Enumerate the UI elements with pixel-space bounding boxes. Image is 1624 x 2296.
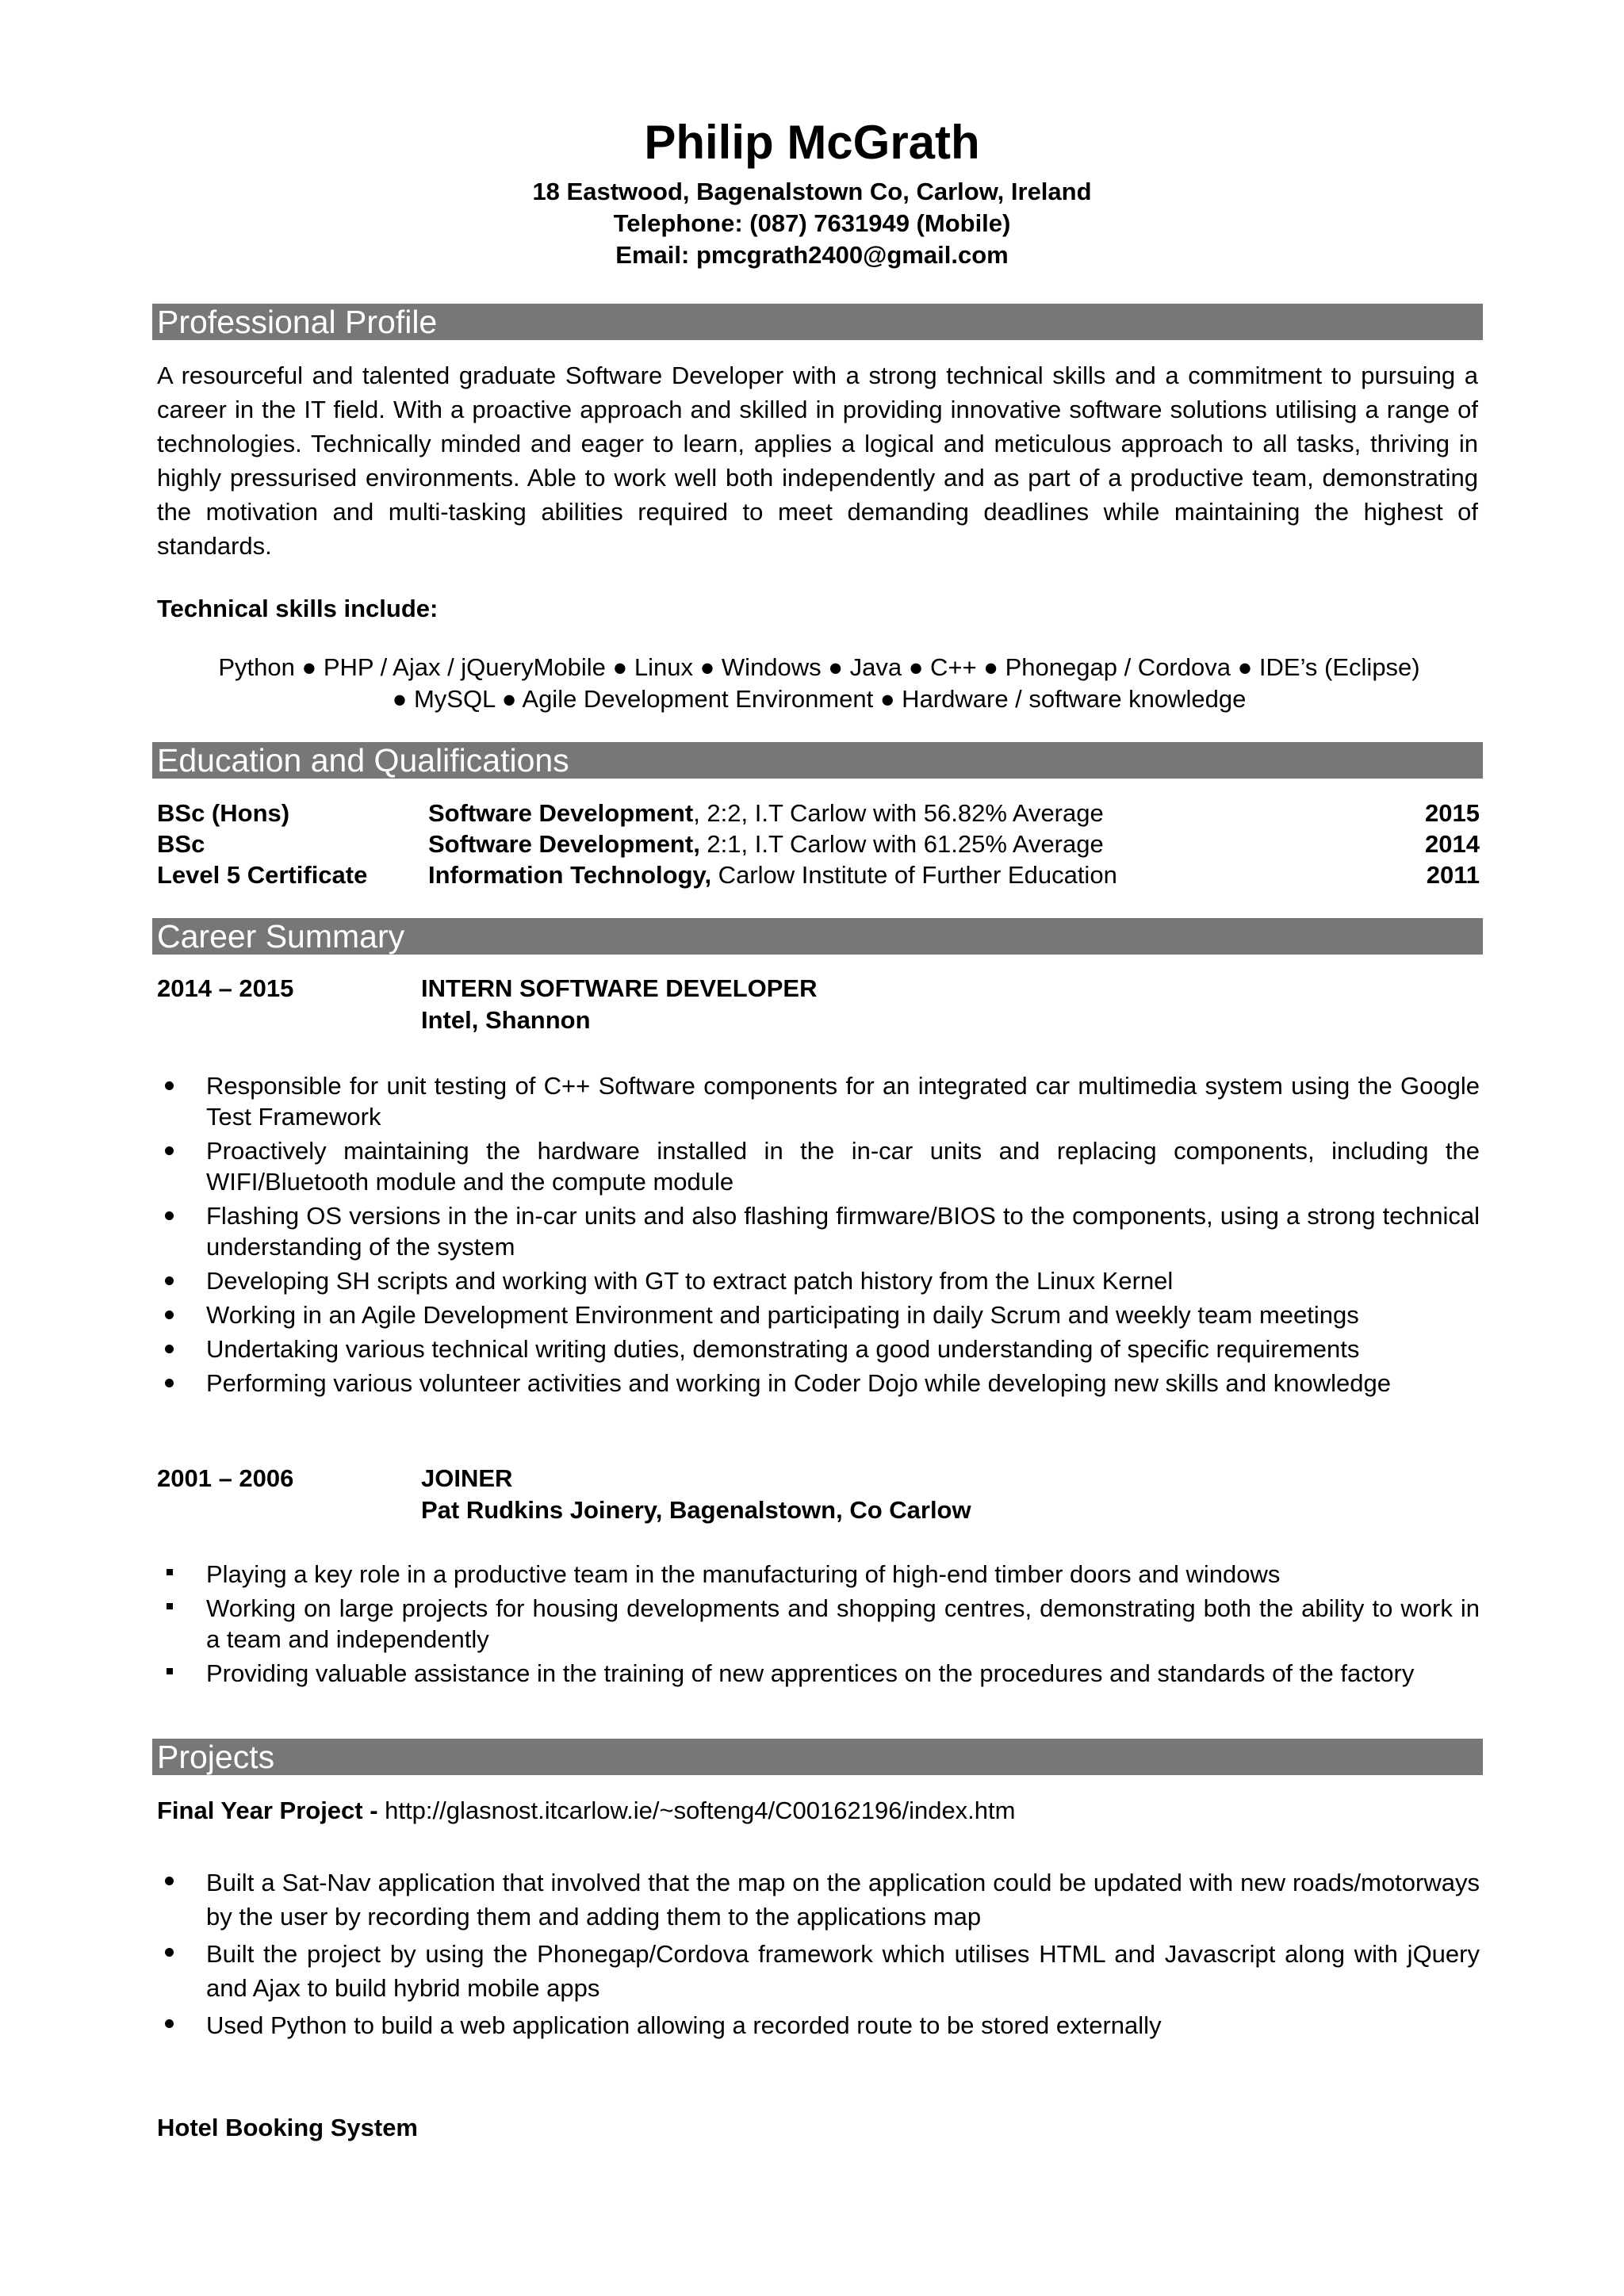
section-heading-career: Career Summary (152, 918, 1483, 955)
course-detail: 2:1, I.T Carlow with 61.25% Average (699, 830, 1104, 858)
project-label: Final Year Project - (157, 1797, 378, 1824)
candidate-name: Philip McGrath (644, 116, 980, 169)
course-detail: , 2:2, I.T Carlow with 56.82% Average (693, 799, 1104, 827)
project-url: http://glasnost.itcarlow.ie/~softeng4/C00162196/index.htm (377, 1797, 1016, 1824)
list-item: Playing a key role in a productive team in the manufacturing of high-end timber doors and windows (206, 1560, 1281, 1588)
hotel-project-title: Hotel Booking System (157, 2114, 418, 2141)
list-item: Responsible for unit testing of C++ Software components for an integrated car multimedia system using the Google Test Framework (206, 1072, 1480, 1131)
section-heading-projects: Projects (152, 1739, 1483, 1775)
final-year-project-title (157, 1795, 1015, 1827)
section-heading-profile: Professional Profile (152, 304, 1483, 340)
graduation-year: 2011 (1426, 861, 1480, 889)
list-item: Undertaking various technical writing duties, demonstrating a good understanding of specific requirements (206, 1335, 1360, 1363)
list-item: Built the project by using the Phonegap/Cordova framework which utilises HTML and Javascript along with jQuery and Ajax to build hybrid mobile apps (206, 1940, 1480, 2002)
email: Email: pmcgrath2400@gmail.com (615, 241, 1009, 269)
education-row (157, 828, 1480, 859)
education-row (157, 798, 1480, 828)
section-heading-education: Education and Qualifications (152, 742, 1483, 779)
list-item: Built a Sat-Nav application that involved that the map on the application could be updated with new roads/motorways by the user by recording them and adding them to the applications map (206, 1869, 1480, 1931)
list-item: Working on large projects for housing developments and shopping centres, demonstrating both the ability to work in a team and independently (206, 1594, 1480, 1653)
job-bullets-intel (157, 1070, 1480, 1402)
degree: Level 5 Certificate (157, 861, 368, 889)
course-subject: Information Technology, (428, 861, 712, 889)
course-subject: Software Development, (428, 830, 700, 858)
skills-line-2: ● MySQL ● Agile Development Environment ● Hardware / software knowledge (392, 685, 1247, 713)
course-description (428, 798, 1104, 828)
project-bullets (157, 1866, 1480, 2045)
list-item: Proactively maintaining the hardware installed in the in-car units and replacing components, including the WIFI/Bluetooth module and the compute module (206, 1137, 1480, 1196)
resume-header (0, 109, 1624, 271)
course-description (428, 859, 1117, 890)
list-item: Flashing OS versions in the in-car units and also flashing firmware/BIOS to the components, using a strong technical understanding of the system (206, 1202, 1480, 1261)
list-item: Working in an Agile Development Environment and participating in daily Scrum and weekly team meetings (206, 1301, 1359, 1329)
profile-paragraph: A resourceful and talented graduate Software Developer with a strong technical skills and a commitment to pursuing a career in the IT field. With a proactive approach and skilled in providing innovative software solutions utilising a range of technologies. Technically minded and eager to learn, applies a logical and meticulous approach to all tasks, thriving in highly pressurised environments. Able to work well both independently and as part of a productive team, demonstrating the motivation and multi-tasking abilities required to meet demanding deadlines while maintaining the highest of standards. (157, 362, 1478, 560)
degree: BSc (157, 830, 205, 858)
course-detail: Carlow Institute of Further Education (711, 861, 1117, 889)
graduation-year: 2014 (1425, 830, 1480, 858)
job-dates: 2014 – 2015 (157, 974, 294, 1002)
job-role: JOINER (421, 1464, 513, 1492)
course-description (428, 828, 1104, 859)
list-item: Developing SH scripts and working with GT to extract patch history from the Linux Kernel (206, 1267, 1174, 1295)
list-item: Used Python to build a web application allowing a recorded route to be stored externally (206, 2011, 1162, 2039)
skills-list (157, 652, 1481, 715)
job-organisation: Pat Rudkins Joinery, Bagenalstown, Co Carlow (421, 1496, 971, 1524)
degree: BSc (Hons) (157, 799, 290, 827)
skills-heading: Technical skills include: (157, 595, 439, 622)
address: 18 Eastwood, Bagenalstown Co, Carlow, Ireland (532, 178, 1092, 205)
education-table (157, 798, 1480, 890)
job-role: INTERN SOFTWARE DEVELOPER (421, 974, 818, 1002)
job-bullets-joiner (157, 1559, 1480, 1692)
job-organisation: Intel, Shannon (421, 1006, 591, 1034)
education-row (157, 859, 1480, 890)
skills-line-1: Python ● PHP / Ajax / jQueryMobile ● Linux ● Windows ● Java ● C++ ● Phonegap / Cordova ● IDE’s (Eclipse) (218, 653, 1420, 681)
job-dates: 2001 – 2006 (157, 1464, 294, 1492)
course-subject: Software Development (428, 799, 694, 827)
graduation-year: 2015 (1425, 799, 1480, 827)
list-item: Performing various volunteer activities and working in Coder Dojo while developing new skills and knowledge (206, 1369, 1391, 1397)
list-item: Providing valuable assistance in the training of new apprentices on the procedures and standards of the factory (206, 1659, 1415, 1687)
telephone: Telephone: (087) 7631949 (Mobile) (613, 209, 1011, 237)
